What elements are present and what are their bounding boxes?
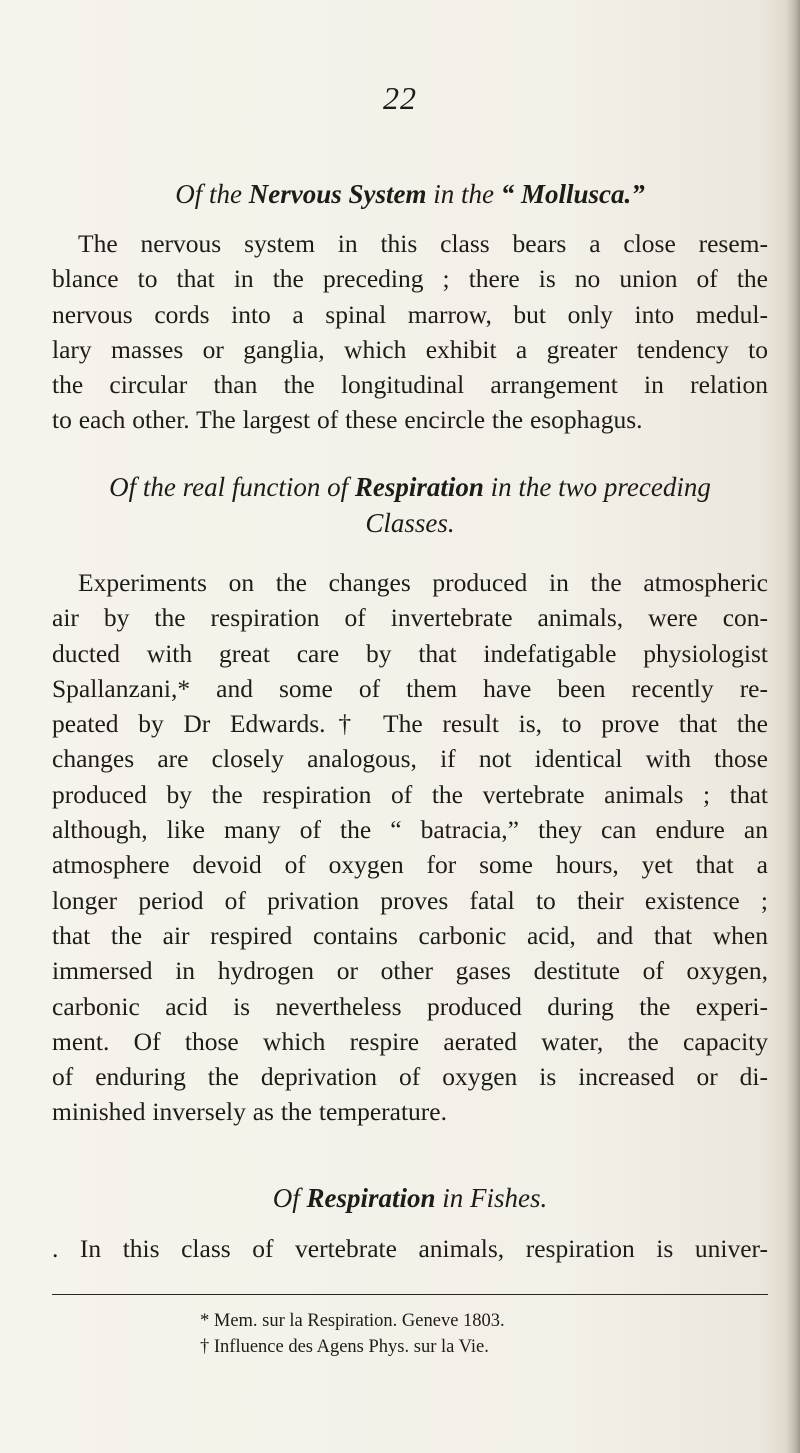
text-line: . In this class of vertebrate animals, respiration is univer-	[52, 1234, 768, 1263]
text-line: Experiments on the changes produced in the atmospheric	[78, 568, 768, 597]
footnote: † Influence des Agens Phys. sur la Vie.	[200, 1337, 489, 1357]
heading-respiration-fishes	[70, 1180, 750, 1216]
heading-text: in Fishes.	[435, 1183, 548, 1213]
text-line: the circular than the longitudinal arrangement in relation	[52, 370, 768, 400]
text-line: although, like many of the “ batracia,” they can endure an	[52, 815, 768, 845]
heading-text-emphasis: Respiration	[306, 1183, 436, 1213]
text-line: changes are closely analogous, if not identical with those	[52, 744, 768, 774]
text-line: that the air respired contains carbonic acid, and that when	[52, 920, 768, 950]
paragraph-fishes	[52, 1231, 768, 1266]
footnotes	[200, 1308, 760, 1360]
text-line: air by the respiration of invertebrate animals, were con-	[52, 603, 768, 633]
paragraph-nervous-system	[52, 226, 768, 438]
text-line: of enduring the deprivation of oxygen is increased or di-	[52, 1062, 768, 1092]
heading-text-emphasis: Respiration	[354, 472, 484, 502]
heading-text: in the	[426, 179, 501, 209]
text-line: peated by Dr Edwards.† The result is, to prove that the	[52, 709, 768, 739]
text-line: blance to that in the preceding ; there is no union of the	[52, 264, 768, 294]
heading-nervous-system	[70, 176, 750, 212]
heading-text: in the two preceding	[483, 472, 711, 502]
text-line: immersed in hydrogen or other gases destitute of oxygen,	[52, 956, 768, 986]
text-line: atmosphere devoid of oxygen for some hours, yet that a	[52, 850, 768, 880]
heading-text: Of the	[175, 179, 249, 209]
heading-text: Of the real function of	[109, 472, 355, 502]
footnote: * Mem. sur la Respiration. Geneve 1803.	[200, 1311, 505, 1331]
heading-text: Of	[272, 1183, 307, 1213]
text-line: minished inversely as the temperature.	[52, 1097, 447, 1127]
text-line: produced by the respiration of the vertebrate animals ; that	[52, 779, 768, 809]
text-line: carbonic acid is nevertheless produced during the experi-	[52, 991, 768, 1021]
text-line: lary masses or ganglia, which exhibit a greater tendency to	[52, 334, 768, 364]
text-line: to each other. The largest of these encircle the esophagus.	[52, 405, 643, 435]
heading-respiration-function	[70, 469, 750, 541]
text-line: The nervous system in this class bears a close resem-	[78, 229, 768, 258]
text-line: ment. Of those which respire aerated water, the capacity	[52, 1026, 768, 1056]
heading-text-emphasis: “ Mollusca.”	[500, 179, 645, 209]
footnote-divider	[52, 1294, 768, 1295]
text-line: nervous cords into a spinal marrow, but only into medul-	[52, 299, 768, 329]
text-line: Spallanzani,* and some of them have been recently re-	[52, 673, 768, 703]
text-line: ducted with great care by that indefatigable physiologist	[52, 638, 768, 668]
heading-text: Classes.	[365, 508, 455, 538]
page-number: 22	[383, 80, 417, 116]
text-line: longer period of privation proves fatal to their existence ;	[52, 885, 768, 915]
paragraph-respiration	[52, 565, 768, 1130]
heading-text-emphasis: Nervous System	[248, 179, 427, 209]
page-edge-shadow	[786, 0, 800, 1453]
